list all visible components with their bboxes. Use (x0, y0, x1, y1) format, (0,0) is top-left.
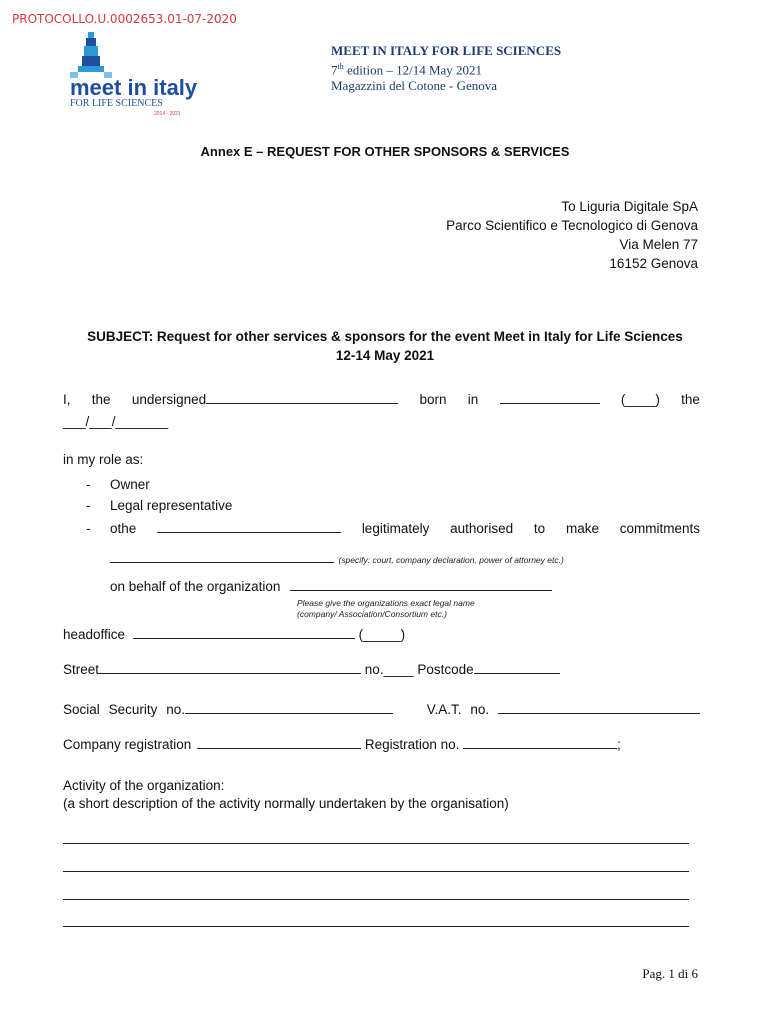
specify-field[interactable] (110, 549, 334, 563)
social-security-field[interactable] (185, 700, 393, 714)
street-row: Street no.____ Postcode (63, 660, 560, 677)
role-legal-representative[interactable]: - Legal representative (86, 498, 233, 513)
registration-row: Company registration Registration no. ; (63, 737, 621, 752)
lighthouse-icon (70, 32, 112, 78)
protocol-stamp: PROTOCOLLO.U.0002653.01-07-2020 (12, 12, 237, 26)
vat-field[interactable] (498, 700, 700, 714)
social-security-row: Social Security no. V.A.T. no. (63, 700, 700, 717)
headoffice-field[interactable] (133, 625, 355, 639)
subject (0, 327, 770, 365)
logo-main-text: meet in italy (70, 75, 198, 100)
activity-line-2[interactable] (63, 858, 689, 872)
activity-line-1[interactable] (63, 830, 689, 844)
event-edition: 7th edition – 12/14 May 2021 (331, 62, 483, 78)
page-number: Pag. 1 di 6 (642, 966, 698, 981)
birth-date-field[interactable]: ___/___/_______ (63, 414, 169, 429)
role-other-row: - othe legitimately authorised to make commitments (86, 521, 700, 536)
recipient-line: Via Melen 77 (619, 237, 698, 252)
specify-note: (specify: court, company declaration, power of attorney etc.) (338, 555, 564, 565)
company-registration-field[interactable] (197, 735, 361, 749)
activity-line-3[interactable] (63, 886, 689, 900)
specify-row (110, 549, 564, 568)
event-header (331, 43, 561, 94)
annex-title: Annex E – REQUEST FOR OTHER SPONSORS & SERVICES (200, 144, 570, 159)
recipient-line: Parco Scientifico e Tecnologico di Genova (446, 218, 698, 233)
role-owner[interactable]: - Owner (86, 477, 150, 492)
activity-label: Activity of the organization: (63, 778, 225, 793)
street-field[interactable] (99, 660, 361, 674)
role-label: in my role as: (63, 452, 144, 467)
recipient-address (446, 197, 698, 273)
birthplace-field[interactable] (500, 390, 600, 404)
event-title: MEET IN ITALY FOR LIFE SCIENCES (331, 43, 562, 58)
subject-line-2: 12-14 May 2021 (335, 348, 435, 363)
role-other[interactable]: - othe (86, 521, 137, 536)
organization-name-field[interactable] (290, 577, 552, 591)
birth-province-field[interactable]: (____) (620, 392, 660, 407)
recipient-line: To Liguria Digitale SpA (561, 199, 698, 214)
logo-sub-text: FOR LIFE SCIENCES (70, 98, 163, 109)
activity-line-4[interactable] (63, 913, 689, 927)
subject-line-1: SUBJECT: Request for other services & sponsors for the event Meet in Italy for Life Sciences (87, 329, 683, 344)
activity-description: (a short description of the activity normally undertaken by the organisation) (63, 796, 509, 811)
meet-in-italy-logo (66, 28, 216, 116)
event-venue: Magazzini del Cotone - Genova (331, 78, 498, 94)
undersigned-name-field[interactable] (206, 390, 398, 404)
logo-tag-text: 2014 - 2021 (154, 111, 181, 116)
headoffice-row: headoffice (_____) (63, 627, 406, 642)
role-other-field[interactable] (157, 519, 341, 533)
behalf-row: on behalf of the organization (110, 577, 552, 594)
recipient-line: 16152 Genova (609, 256, 698, 271)
street-number-field[interactable]: no.____ (364, 662, 414, 677)
registration-number-field[interactable] (463, 735, 617, 749)
legal-name-note: Please give the organizations exact legal name (company/ Association/Consortium etc.) (297, 598, 475, 619)
headoffice-province-field[interactable]: (_____) (358, 627, 406, 642)
undersigned-row: I, the undersigned born in (____) the (63, 392, 700, 407)
postcode-field[interactable] (474, 660, 560, 674)
